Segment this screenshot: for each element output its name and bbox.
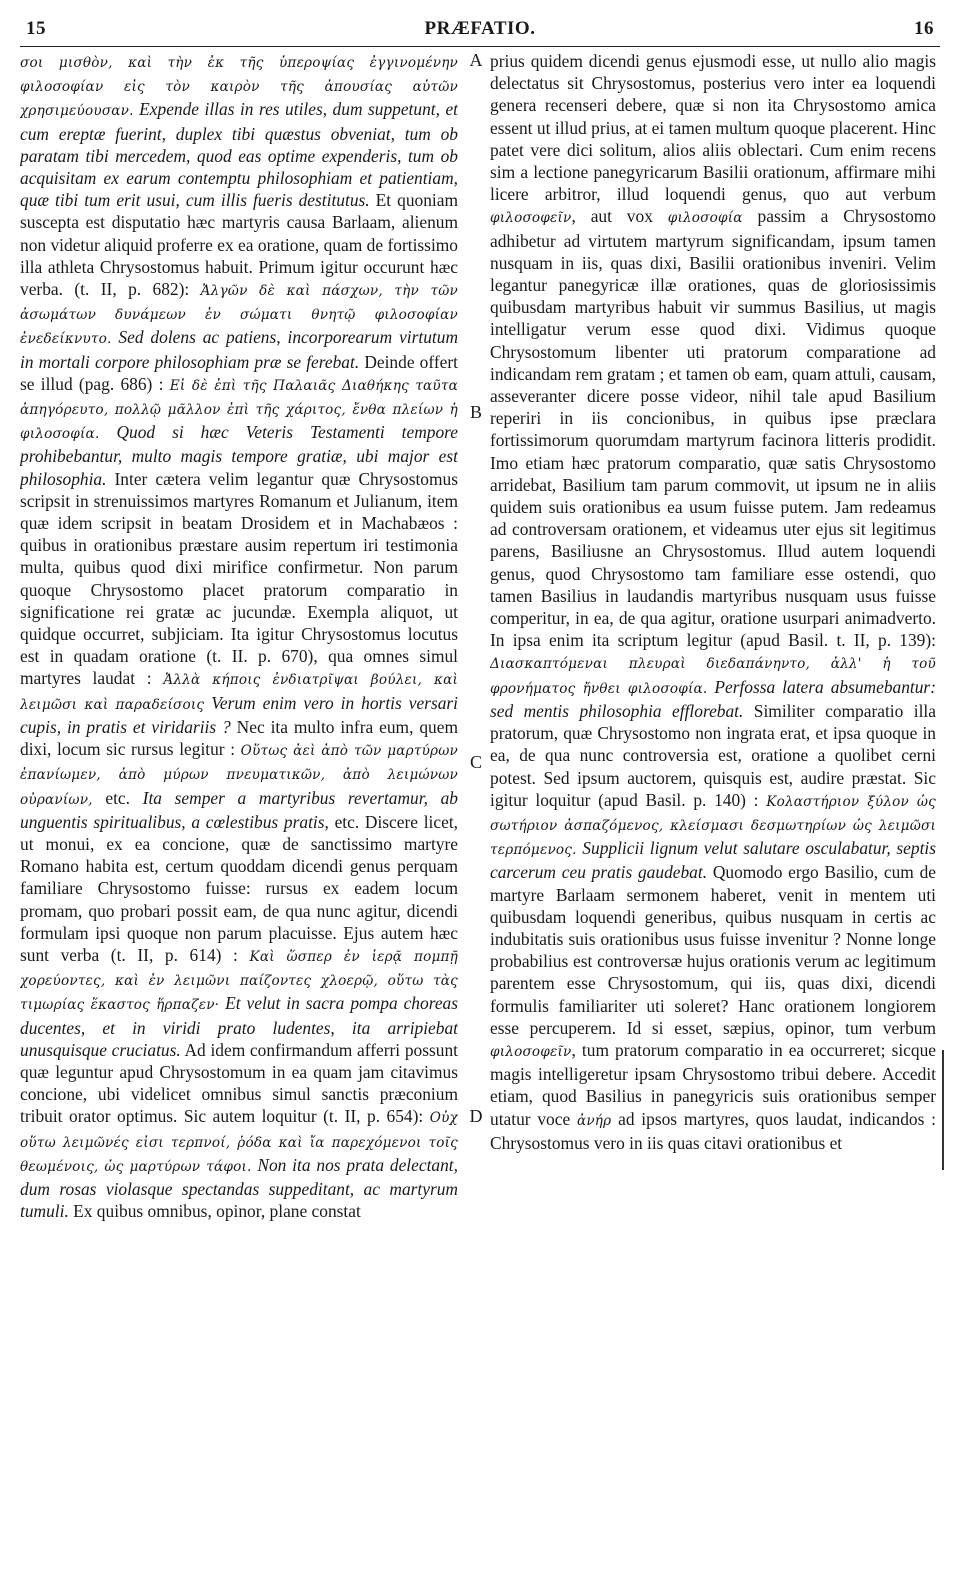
body-text: , aut vox (571, 206, 668, 227)
page-number-right: 16 (914, 18, 934, 39)
greek-quotation: φιλοσοφεῖν (490, 210, 572, 227)
left-column (20, 50, 458, 1575)
greek-quotation: Ἀλλὰ κήποις ἐνδιατρῖψαι βούλει, καὶ λειμῶσι καὶ παραδείσοις (20, 672, 458, 713)
margin-marker-d: D (469, 1106, 483, 1126)
body-text: etc. Discere licet, ut monui, ex ea concione, quæ de sanctissimo martyre Romano habita est, certum quoddam dicendi genus perquam familiare Chrysostomo fuisse: rursus ex eadem locum promam, quo probari possit eam, de qua nunc agitur, dicendi formulam ipsi quoque non parum placuisse. Ejus autem hæc sunt verba (t. II, p. 614) : (20, 811, 458, 965)
body-text: passim a Chrysostomo adhibetur ad virtutem martyrum significandam, ipsum tamen nusquam in iis, quas dixi, Basilii orationibus inveniri. Velim legantur panegyricæ illæ orationes, quas de gloriosissimis quibusdam martyribus habuit vir summus Basilius, ut magis intelligatur verum esse quod dixi. Vidimus quoque Chrysostomum libenter uti pratorum comparatione ad indicandam rem gratam ; et tamen ob eam, quam attuli, causam, asseveranter dicere posse videor, nihil tale apud Basilium reperiri in iis concionibus, in quibus ipse præclara fortissimorum quorumdam martyrum facinora litteris prodidit. Imo etiam hæc pratorum comparatio, quæ satis Chrysostomo arridebat, Basilium tam parum commovit, ut ipsum ne in aliis quidem suis orationibus ea usum fuisse putem. Jam redeamus ad controversam orationem, et videamus uter ejus sit legitimus parens, Basiliusne an Chrysostomus. Illud autem loquendi genus, quod Chrysostomo tam familiare esse ostendi, quo tamen Basilius in laudandis martyribus nusquam usus fuisse comperitur, in ea, de qua agitur, oratione usurpari animadverto. In ipsa enim ita scriptum legitur (apud Basil. t. II, p. 139): (490, 206, 936, 651)
margin-marker-a: A (469, 50, 483, 70)
greek-quotation: σοι μισθὸν, καὶ τὴν ἐκ τῆς ὑπεροψίας ἐγγινομένην φιλοσοφίαν εἰς τὸν καιρὸν τῆς ἀπουσίας αὐτῶν χρησιμεύουσαν. (20, 55, 458, 120)
page-header (20, 14, 940, 47)
latin-translation: Expende illas in res utiles, dum suppetunt, et cum ereptæ fuerint, duplex tibi quæstus obveniat, tum ob paratam tibi mercedem, quod eas optime expenderis, tum ob acquisitam ex earum contemptu philosophiam et patientiam, quæ tibi tum erit usui, cum illis fueris destitutus. (20, 99, 458, 211)
greek-quotation: Κολαστήριον ξύλον ὡς σωτήριον ἀσπαζόμενος, κλείσμασι δεσμωτηρίων ὡς λειμῶσι τερπόμενος. (490, 793, 936, 859)
latin-translation: Perfossa latera absumebantur: sed mentis philosophia efflorebat. (490, 676, 936, 721)
body-text: Deinde offert se illud (pag. 686) : (20, 351, 458, 394)
body-text: Similiter comparatio illa pratorum, quæ Chrysostomo non ingrata erat, et ipsa quoque in ea, de qua nunc controversia est, oratione a quolibet cerni potest. Sed ipsum auctorem, quisquis est, audire præstat. Sic igitur loquitur (apud Basil. p. 140) : (490, 700, 936, 810)
body-text: Ex quibus omnibus, opinor, plane constat (68, 1201, 361, 1222)
latin-translation: Sed dolens ac patiens, incorporearum virtutum in mortali corpore philosophiam præ se ferebat. (20, 327, 458, 372)
body-text: prius quidem dicendi genus ejusmodi esse, ut nullo alio magis delectatus sit Chrysostomus, posterius vero inter ea loquendi genera recenseri debere, quæ si non ita Chrysostomo amica essent ut illud prius, at ei tamen multum quoque placerent. Hinc patet vere dici solitum, alios aliis oblectari. Cum enim recens sim a lectione panegyricarum Basilii orationum, affirmare mihi licere arbitror, illud loquendi genus, quo aut verbum (490, 51, 936, 205)
right-column (490, 50, 936, 1575)
left-paragraph (20, 50, 458, 1222)
body-text: Quomodo ergo Basilio, cum de martyre Barlaam sermonem haberet, venit in mentem uti quibusdam loquendi generibus, quibus nusquam in certis ac indubitatis suis orationibus usus fuisse invenitur ? Nonne longe probabilius est controversæ hujus orationis verum ac legitimum parentem esse Chrysostomum, qui iis, quas dixi, dicendi formulis familiariter uti soleret? Hanc orationem longiorem esse percuperem. Id si esset, sæpius, opinor, tum verbum (490, 862, 936, 1038)
greek-quotation: Εἰ δὲ ἐπὶ τῆς Παλαιᾶς Διαθήκης ταῦτα ἀπηγόρευτο, πολλῷ μᾶλλον ἐπὶ τῆς χάριτος, ἔνθα πλείων ἡ φιλοσοφία. (20, 377, 458, 443)
greek-quotation: φιλοσοφία (667, 210, 743, 227)
latin-translation: Supplicii lignum velut salutare osculabatur, septis carcerum ceu pratis gaudebat. (490, 838, 936, 883)
greek-quotation: Καὶ ὥσπερ ἐν ἱερᾷ πομπῇ χορεύοντες, καὶ ἐν λειμῶνι παίζοντες χλοερῷ, οὕτω τὰς τιμωρίας ἕκαστος ἥρπαζεν· (20, 948, 458, 1014)
body-text: etc. (92, 787, 143, 808)
latin-translation: Verum enim vero in hortis versari cupis, in pratis et viridariis ? (20, 692, 458, 737)
body-text: Inter cætera velim legantur quæ Chrysostomus scripsit in strenuissimos martyres Romanum et Julianum, item quæ idem scripsit in beatam Drosidem et in Machabæos : quibus in orationibus præstare ausim repertum iri testimonia multa, quibus quod dixi mirifice confirmetur. Non parum quoque Chrysostomo placet pratorum comparatio in significatione rei gratæ ac jucundæ. Exempla aliquot, ut quidque occurret, subjiciam. Ita igitur Chrysostomus locutus est in quadam oratione (t. II. p. 670), qua omnes simul martyres laudat : (20, 468, 458, 689)
greek-quotation: φιλοσοφεῖν (490, 1043, 572, 1060)
body-text: , tum pratorum comparatio in ea occurreret; sicque magis intelligeretur ipsam Chrysostomo tribui debere. Accedit etiam, quod Basilius in panegyricis suis orationibus semper utatur voce (490, 1039, 936, 1129)
greek-quotation: Οὕτως ἀεὶ ἀπὸ τῶν μαρτύρων ἐπανίωμεν, ἀπὸ μύρων πνευματικῶν, ἀπὸ λειμώνων οὐρανίων, (20, 743, 458, 808)
margin-rule (942, 1050, 944, 1170)
latin-translation: Quod si hæc Veteris Testamenti tempore prohibebantur, multo magis tempore gratiæ, ubi major est philosophia. (20, 422, 458, 489)
page-number-left: 15 (26, 18, 46, 39)
body-text: Et quoniam suscepta est disputatio hæc martyris causa Barlaam, alienum non videtur aliquid proferre ex ea oratione, quam de fortissimo illa athleta Chrysostomus habuit. Primum igitur occurunt hæc verba. (t. II, p. 682): (20, 190, 458, 300)
running-title: PRÆFATIO. (424, 18, 536, 39)
greek-quotation: Διασκαπτόμεναι πλευραὶ διεδαπάνηντο, ἀλλ' ἡ τοῦ φρονήματος ἤνθει φιλοσοφία. (490, 656, 936, 697)
body-text: ad ipsos martyres, quos laudat, indicandos : Chrysostomus vero in iis quas citavi orationibus et (490, 1108, 936, 1153)
body-text: Ad idem confirmandum afferri possunt quæ leguntur apud Chrysostomum in ea quam jam citavimus concione, ubi videlicet omnibus simul sanctis præconium tribuit orator optimus. Sic autem loquitur (t. II, p. 654): (20, 1039, 458, 1127)
margin-marker-b: B (469, 402, 482, 422)
body-text: Nec ita multo infra eum, quem dixi, locum sic rursus legitur : (20, 716, 458, 760)
greek-quotation: Ἀλγῶν δὲ καὶ πάσχων, τὴν τῶν ἀσωμάτων δυνάμεων ἐν σώματι θνητῷ φιλοσοφίαν ἐνεδείκνυτο. (20, 283, 458, 348)
right-paragraph (490, 50, 936, 1154)
greek-quotation: Οὐχ οὕτω λειμῶνές εἰσι τερπνοί, ῥόδα καὶ ἴα παρεχόμενοι τοῖς θεωμένοις, ὡς μαρτύρων τάφοι. (20, 1110, 458, 1175)
latin-translation: Et velut in sacra pompa choreas ducentes, et in viridi prato ludentes, ita arripiebat unusquisque cruciatus. (20, 993, 458, 1060)
latin-translation: Ita semper a martyribus revertamur, ab unguentis spiritualibus, a cœlestibus pratis, (20, 787, 458, 832)
greek-quotation: ἀνήρ (576, 1112, 612, 1129)
latin-translation: Non ita nos prata delectant, dum rosas violasque spectandas suppeditant, ac martyrum tumuli. (20, 1154, 458, 1222)
margin-marker-c: C (469, 752, 482, 772)
